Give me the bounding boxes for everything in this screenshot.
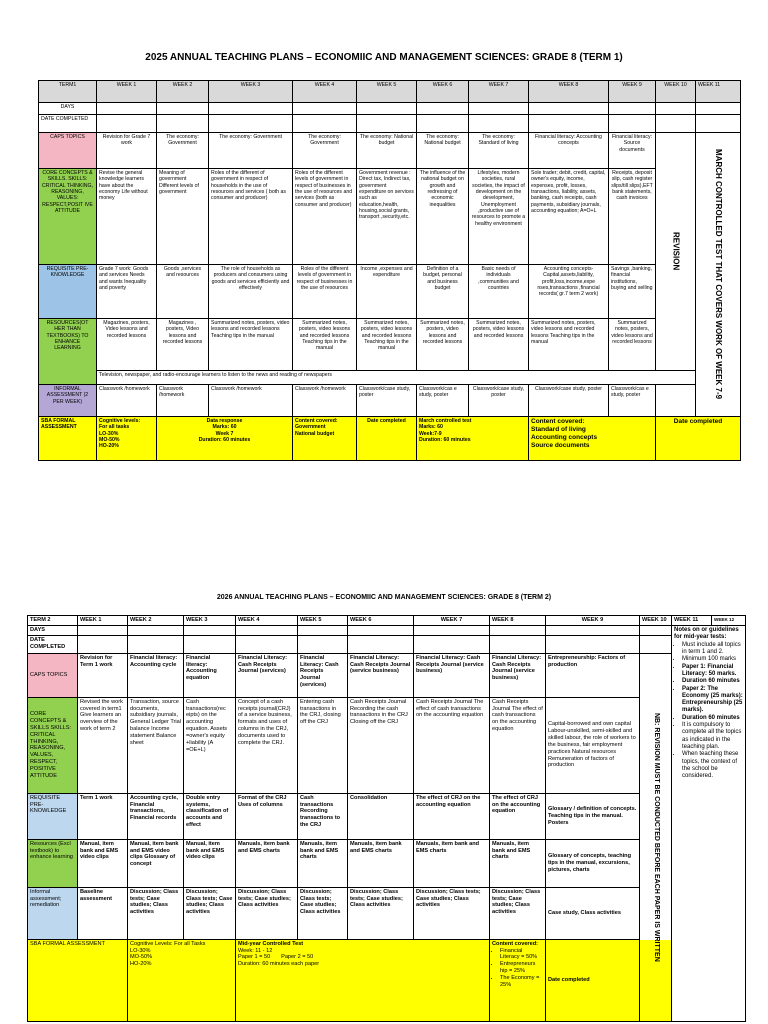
term1-req-1: Grade 7 work: Goods and services Needs and wants Inequality and poverty [97,265,157,319]
term2-inf-9: Case study, Class activities [546,887,640,939]
term1-week-4: WEEK 4 [293,81,357,103]
term1-caps-8: Financial literacy: Accounting concepts [529,133,609,169]
term2-week-5: WEEK 5 [298,616,348,626]
term1-core-3: Roles of the different of government in respect of households in the use of resources and services ( both as consumer and producer) [209,169,293,265]
term1-days-label: DAYS [39,103,97,115]
term2-req-2: Accounting cycle, Financial transactions, Financial records [128,793,184,839]
term2-req-1: Term 1 work [78,793,128,839]
term2-req-label: REQUISITE PRE-KNOWLEDGE [28,793,78,839]
term2-inf-2: Discussion; Class tests; Case studies; Class activities [128,887,184,939]
term1-req-5: Income ,expenses and expenditure [357,265,417,319]
term1-res-4: Summarized notes, posters, video lessons and recorded lessons Teaching tips in the manual [293,319,357,371]
term1-sba-march-test: March controlled test Marks: 60 Week:7-9 Duration: 60 minutes [417,417,529,461]
term2-caps-label: CAPS TOPICS [28,653,78,697]
term2-inf-5: Discussion; Class tests; Case studies; Class activities [298,887,348,939]
term1-caps-4: The economy: Government [293,133,357,169]
term2-req-7: The effect of CRJ on the accounting equation [414,793,490,839]
term1-core-9: Receipts, deposit slip, cash register slips/till slips),EFT bank statements, cash invoices [609,169,656,265]
term2-res-8: Manuals, item bank and EMS charts [490,839,546,887]
term1-inf-7: Classwork/case study, poster [469,385,529,417]
term2-week-4: WEEK 4 [236,616,298,626]
term1-inf-label: INFORMAL ASSESSMENT (2 PER WEEK) [39,385,97,417]
term1-caps-5: The economy: National budget [357,133,417,169]
term2-caps-4: Financial Literacy: Cash Receipts Journal (services) [236,653,298,697]
term2-week-7: WEEK 7 [414,616,490,626]
term2-notes: Notes on or guidelines for mid-year tests: • Must include all topics in term 1 and 2. • Minimum 100 marks • Paper 1: Financial Literacy: 50 marks. • Duration 60 minutes • Paper 2: The Economy (25 marks): Entrepreneurship (25 marks). • Duration 60 minutes • It is compulsory to complete all the topics as indicated in the teaching plan. • When teaching these topics, the context of the school be considered. [672,626,746,1022]
term2-week-2: WEEK 2 [128,616,184,626]
term1-req-label: REQUISITE PRE-KNOWLEDGE [39,265,97,319]
term2-revision-note: NB: REVISION MUST BE CONDUCTED BEFORE EACH PAPER IS WRITTEN [640,653,672,1021]
term2-core-8: Cash Receipts Journal The effect of cash transactions on the accounting equation [490,697,546,793]
term2-days-label: DAYS [28,626,78,636]
term1-caps-label: CAPS TOPICS [39,133,97,169]
term1-sba-content: Content covered: Government National budget [293,417,357,461]
term2-core-5: Entering cash transactions in the CRJ, closing off the CRJ [298,697,348,793]
term2-week-9: WEEK 9 [546,616,640,626]
term1-res-footer: Television, newspaper, and radio-encourage learners to listen to the news and reading of newspapers [97,371,696,385]
term1-caps-7: The economy: Standard of living [469,133,529,169]
term2-caps-6: Financial Literacy: Cash Receipts Journal (service business) [348,653,414,697]
term2-core-2: Transaction, source documents, subsidiary journals, General Ledger Trial balance Income statement Balance sheet [128,697,184,793]
term2-core-6: Cash Receipts Journal Recording the cash transactions in the CRJ Closing off the CRJ [348,697,414,793]
term2-week-6: WEEK 6 [348,616,414,626]
term1-req-2: Goods ,services and resources [157,265,209,319]
term1-sba-content-2: Content covered: Standard of living Accounting concepts Source documents [529,417,656,461]
term2-res-label: Resources (Excl textbook) to enhance learning [28,839,78,887]
term1-date-completed-label: DATE COMPLETED [39,115,97,133]
term2-caps-7: Financial Literacy: Cash Receipts Journal (service business) [414,653,490,697]
term1-inf-2: Classwork /homework [157,385,209,417]
term2-term-label: TERM 2 [28,616,78,626]
term1-res-9: Summarized notes, posters, video lessons and recorded lessons [609,319,656,371]
term2-res-5: Manuals, item bank and EMS charts [298,839,348,887]
term1-res-6: Summarized notes, posters, video lessons and recorded lessons [417,319,469,371]
term1-res-8: Summarized notes, posters, video lessons and recorded lessons Teaching tips in the manual [529,319,609,371]
term2-inf-1: Baseline assessment [78,887,128,939]
term1-week-6: WEEK 6 [417,81,469,103]
term1-caps-2: The economy: Government [157,133,209,169]
term1-week-7: WEEK 7 [469,81,529,103]
term2-sba-label: SBA FORMAL ASSESSMENT [28,939,128,1021]
term1-week-11: WEEK 11 [696,81,741,103]
term1-week-8: WEEK 8 [529,81,609,103]
term1-res-1: Magazines, posters, Video lessons and recorded lessons [97,319,157,371]
term2-caps-9: Entrepreneurship: Factors of production [546,653,640,697]
term2-res-7: Manuals, item bank and EMS charts [414,839,490,887]
term2-res-2: Manual, item bank and EMS video clips Glossary of concept [128,839,184,887]
term2-core-label: CORE CONCEPTS & SKILLS SKILLS: CRITICAL THINKING, REASONING, VALUES, RESPECT, POSITIVE ATTITUDE [28,697,78,793]
term1-caps-9: Financial literacy: Source documents [609,133,656,169]
term2-res-6: Manuals, item bank and EMS charts [348,839,414,887]
term1-core-2: Meaning of government Different levels of government [157,169,209,265]
term2-plan-table [27,615,746,1022]
term2-req-3: Double entry systems, classification of accounts and effect [184,793,236,839]
term2-core-3: Cash transactions(rec eipts) on the accounting equation. Assets =owner's equity +liability (A =OE+L) [184,697,236,793]
term2-date-completed-label: DATE COMPLETED [28,635,78,653]
term1-core-7: Lifestyles, modern societies, rural societies, the impact of development on the development, Unemployment ,productive use of resources to promote a healthy environment [469,169,529,265]
term2-core-9: Capital-borrowed and own capital Labour-unskilled, semi-skilled and skilled labour, the role of workers to the business, fair employment practices Natural resources Remuneration of factors of production [546,697,640,793]
term2-week-10: WEEK 10 [640,616,672,626]
term1-caps-6: The economy: National budget [417,133,469,169]
term1-res-7: Summarized notes, posters, video lessons and recorded lessons [469,319,529,371]
term1-march-test-note: MARCH CONTROLLED TEST THAT COVERS WORK OF WEEK 7-9 [696,133,741,417]
term2-sba-date-completed: Date completed [546,939,672,1021]
term2-inf-8: Discussion; Class tests; Case studies; Class activities [490,887,546,939]
term2-req-5: Cash transactions Recording transactions to the CRJ [298,793,348,839]
term2-inf-4: Discussion; Class tests; Case studies; Class activities [236,887,298,939]
term2-caps-3: Financial literacy: Accounting equation [184,653,236,697]
term2-req-6: Consolidation [348,793,414,839]
term1-term-label: TERM1 [39,81,97,103]
term2-req-4: Format of the CRJ Uses of columns [236,793,298,839]
term2-inf-3: Discussion; Class tests; Case studies; Class activities [184,887,236,939]
term2-core-7: Cash Receipts Journal The effect of cash transactions on the accounting equation [414,697,490,793]
term1-week-3: WEEK 3 [209,81,293,103]
term1-inf-4: Classwork /homework [293,385,357,417]
term1-sba-date-completed-2: Date completed [656,417,741,461]
term2-req-9: Glossary / definition of concepts. Teaching tips in the manual. Posters [546,793,640,839]
term2-caps-2: Financial literacy: Accounting cycle [128,653,184,697]
term1-core-6: The influence of the national budget on growth and redressing of economic inequalities [417,169,469,265]
term1-caps-3: The economy: Government [209,133,293,169]
term2-week-3: WEEK 3 [184,616,236,626]
term1-req-8: Accounting concepts- Capital,assets,liability, profit,loss,income,expe nses,transactions ,financial records( gr.7 term 2 work) [529,265,609,319]
term1-core-8: Sole trader; debit, credit, capital, owner's equity, income, expenses, profit, losses, transactions, liability, assets, banking, cash receipts, cash payments, subsidiary journals, accounting equation; A=O+L [529,169,609,265]
term2-sba-mid-year: Mid-year Controlled Test Week: 11 - 12 Paper 1 = 50 Paper 2 = 50 Duration: 60 minutes each paper [236,939,490,1021]
term1-inf-9: Classwork/cas e study, poster [609,385,656,417]
term2-caps-5: Financial Literacy: Cash Receipts Journal (services) [298,653,348,697]
term2-res-1: Manual, item bank and EMS video clips [78,839,128,887]
term1-core-label: CORE CONCEPTS & SKILLS. SKILLS: CRITICAL THINKING, REASONING, VALUES: RESPECT,POSIT IVE ATTITUDE [39,169,97,265]
term1-inf-3: Classwork /homework [209,385,293,417]
term1-core-5: Government revenue : Direct tax, Indirect tax, government expenditure on services such as education,health, housing,social grants, transport ,security,etc. [357,169,417,265]
term1-req-9: Savings ,banking, financial institutions, buying and selling [609,265,656,319]
term2-sba-cognitive: Cognitive Levels: For all Tasks LO-30% MO-50% HO-20% [128,939,236,1021]
term2-req-8: The effect of CRJ on the accounting equation [490,793,546,839]
term1-sba-date-completed: Date completed [357,417,417,461]
term1-sba-cognitive: Cognitive levels: For all tasks LO-30% MO-50% HO-20% [97,417,157,461]
term1-res-3: Summarized notes, posters, video lessons and recorded lessons Teaching tips in the manual [209,319,293,371]
term1-res-5: Summarized notes, posters, video lessons and recorded lessons Teaching tips in the manual [357,319,417,371]
term2-title: 2026 ANNUAL TEACHING PLANS – ECONOMIIC AND MANAGEMENT SCIENCES: GRADE 8 (TERM 2) [216,594,552,601]
term1-week-9: WEEK 9 [609,81,656,103]
term2-res-9: Glossary of concepts, teaching tips in the manual, excursions, pictures, charts [546,839,640,887]
term1-revision-label: REVISION [656,133,696,371]
term2-core-4: Concept of a cash receipts journal(CRJ) of a service business, formats and uses of columns in the CRJ, documents used to complete the CRJ. [236,697,298,793]
term1-inf-6: Classwork/cas e study, poster [417,385,469,417]
term1-sba-data-response: Data response Marks: 60 Week 7 Duration: 60 minutes [157,417,293,461]
term2-caps-1: Revision for Term 1 work [78,653,128,697]
term1-title: 2025 ANNUAL TEACHING PLANS – ECONOMIIC AND MANAGEMENT SCIENCES: GRADE 8 (TERM 1) [145,52,623,63]
term2-week-1: WEEK 1 [78,616,128,626]
term1-req-4: Roles of the different levels of government in respect of businesses in the use of resources [293,265,357,319]
term1-req-3: The role of households as producers and consumers using goods and services efficiently and effectively [209,265,293,319]
term2-sba-content: Content covered: • Financial Literacy = 50% • Entrepreneurs hip = 25% • The Economy = 25% [490,939,546,1021]
term2-week-8: WEEK 8 [490,616,546,626]
term2-week-11: WEEK 11 [672,616,712,626]
term2-caps-8: Financial Literacy: Cash Receipts Journal (service business) [490,653,546,697]
term2-inf-label: Informal assessment; remediation [28,887,78,939]
term1-caps-1: Revision for Grade 7 work [97,133,157,169]
term1-plan-table [38,80,741,461]
term1-inf-1: Classwork /homework [97,385,157,417]
term2-res-3: Manual, item bank and EMS video clips [184,839,236,887]
term1-core-1: Revise the general knowledge learners have about the economy Life without money [97,169,157,265]
term2-inf-6: Discussion; Class tests; Case studies; Class activities [348,887,414,939]
term1-req-7: Basic needs of individuals ,communities and countries [469,265,529,319]
term1-inf-8: Classwork/case study, poster [529,385,609,417]
term2-core-1: Revised the work covered in term1 Give learners an overview of the work of term 2 [78,697,128,793]
term1-req-6: Definition of a budget, personal and business budget [417,265,469,319]
term2-week-12: WEEK 12 [712,616,746,626]
term2-res-4: Manuals, item bank and EMS charts [236,839,298,887]
term1-core-4: Roles of the different levels of government in respect of businesses in the use of resources and services (both as consumer and producer) [293,169,357,265]
term1-res-label: RESOURCES(OT HER THAN TEXTBOOKS) TO ENHANCE LEARNING [39,319,97,385]
term2-inf-7: Discussion; Class tests; Case studies; Class activities [414,887,490,939]
term1-sba-label: SBA FORMAL ASSESSMENT [39,417,97,461]
term1-res-2: Magazines , posters, Video lessons and recorded lessons [157,319,209,371]
term1-week-10: WEEK 10 [656,81,696,103]
term1-inf-5: Classwork/case study, poster [357,385,417,417]
term1-week-5: WEEK 5 [357,81,417,103]
term1-week-1: WEEK 1 [97,81,157,103]
term1-week-2: WEEK 2 [157,81,209,103]
